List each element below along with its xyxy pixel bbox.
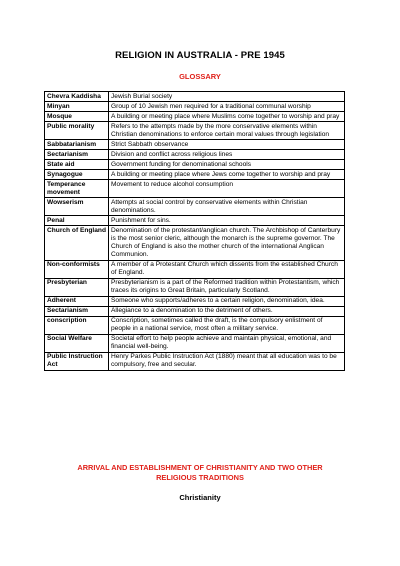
glossary-row xyxy=(45,112,345,122)
glossary-row xyxy=(45,226,345,260)
glossary-definition: Jewish Burial society xyxy=(109,92,345,102)
glossary-definition: Group of 10 Jewish men required for a traditional communal worship xyxy=(109,102,345,112)
glossary-term: Mosque xyxy=(45,112,109,122)
glossary-definition: Allegiance to a denomination to the detriment of others. xyxy=(109,306,345,316)
glossary-definition: Punishment for sins. xyxy=(109,216,345,226)
subheading-christianity: Christianity xyxy=(179,493,221,502)
glossary-row xyxy=(45,306,345,316)
glossary-heading: GLOSSARY xyxy=(179,72,221,81)
glossary-table xyxy=(44,91,345,371)
glossary-definition: Strict Sabbath observance xyxy=(109,140,345,150)
glossary-term: Public Instruction Act xyxy=(45,352,109,370)
glossary-term: Sectarianism xyxy=(45,306,109,316)
glossary-definition: Societal effort to help people achieve and maintain physical, emotional, and financial well-being. xyxy=(109,334,345,352)
glossary-term: Adherent xyxy=(45,296,109,306)
glossary-definition: Someone who supports/adheres to a certain religion, denomination, idea. xyxy=(109,296,345,306)
glossary-row xyxy=(45,278,345,296)
glossary-definition: A building or meeting place where Jews come together to worship and pray xyxy=(109,170,345,180)
glossary-row xyxy=(45,122,345,140)
glossary-definition: A building or meeting place where Muslims come together to worship and pray xyxy=(109,112,345,122)
glossary-term: Non-conformists xyxy=(45,260,109,278)
glossary-row xyxy=(45,216,345,226)
glossary-row xyxy=(45,260,345,278)
glossary-row xyxy=(45,102,345,112)
glossary-definition: Government funding for denominational schools xyxy=(109,160,345,170)
glossary-row xyxy=(45,92,345,102)
glossary-term: Church of England xyxy=(45,226,109,260)
glossary-row xyxy=(45,170,345,180)
glossary-row xyxy=(45,140,345,150)
glossary-term: Chevra Kaddisha xyxy=(45,92,109,102)
glossary-row xyxy=(45,334,345,352)
glossary-term: Sectarianism xyxy=(45,150,109,160)
glossary-definition: Denomination of the protestant/anglican church. The Archbishop of Canterbury is the most senior cleric, although the monarch is the supreme governor. The Church of England is also the mother church of the international Anglican Communion. xyxy=(109,226,345,260)
glossary-definition: Division and conflict across religious lines xyxy=(109,150,345,160)
glossary-term: State aid xyxy=(45,160,109,170)
glossary-row xyxy=(45,296,345,306)
glossary-term: Public morality xyxy=(45,122,109,140)
glossary-term: Wowserism xyxy=(45,198,109,216)
glossary-table-body xyxy=(45,92,345,371)
glossary-definition: Henry Parkes Public Instruction Act (1880) meant that all education was to be compulsory, free and secular. xyxy=(109,352,345,370)
glossary-row xyxy=(45,150,345,160)
glossary-term: Penal xyxy=(45,216,109,226)
section-heading: ARRIVAL AND ESTABLISHMENT OF CHRISTIANITY AND TWO OTHER RELIGIOUS TRADITIONS xyxy=(77,463,323,482)
glossary-term: Social Welfare xyxy=(45,334,109,352)
glossary-row xyxy=(45,352,345,370)
glossary-term: Minyan xyxy=(45,102,109,112)
glossary-definition: Attempts at social control by conservative elements within Christian denominations. xyxy=(109,198,345,216)
glossary-definition: Refers to the attempts made by the more conservative elements within Christian denominations to enforce certain moral values through legislation xyxy=(109,122,345,140)
glossary-term: Temperance movement xyxy=(45,180,109,198)
glossary-row xyxy=(45,316,345,334)
glossary-row xyxy=(45,180,345,198)
glossary-term: conscription xyxy=(45,316,109,334)
glossary-row xyxy=(45,160,345,170)
glossary-term: Sabbatarianism xyxy=(45,140,109,150)
glossary-definition: Presbyterianism is a part of the Reformed tradition within Protestantism, which traces its origins to Great Britain, particularly Scotland. xyxy=(109,278,345,296)
glossary-definition: A member of a Protestant Church which dissents from the established Church of England. xyxy=(109,260,345,278)
page-title: RELIGION IN AUSTRALIA - PRE 1945 xyxy=(115,50,285,61)
glossary-term: Synagogue xyxy=(45,170,109,180)
glossary-definition: Conscription, sometimes called the draft, is the compulsory enlistment of people in a national service, most often a military service. xyxy=(109,316,345,334)
glossary-term: Presbyterian xyxy=(45,278,109,296)
glossary-definition: Movement to reduce alcohol consumption xyxy=(109,180,345,198)
glossary-row xyxy=(45,198,345,216)
